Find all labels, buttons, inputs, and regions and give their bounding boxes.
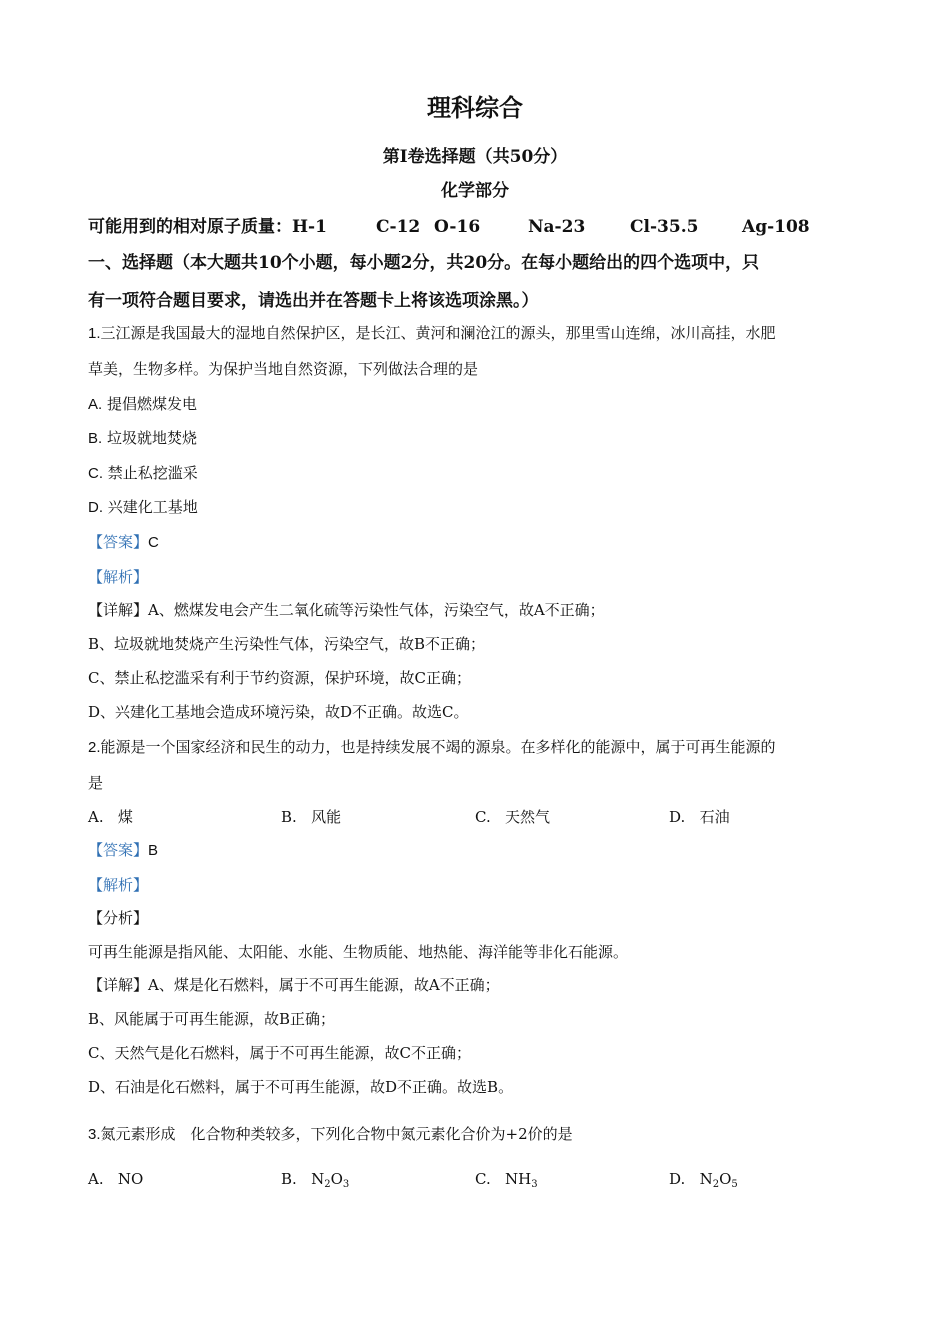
q1-number: 1. [88,325,101,342]
atomic-mass-label: 可能用到的相对原子质量： [88,217,292,237]
q2-detail-4: D、石油是化石燃料，属于不可再生能源，故D不正确。故选B。 [88,1078,514,1096]
q3-stem [88,1123,573,1144]
q1-detail-4: D、兴建化工基地会造成环境污染，故D不正确。故选C。 [88,703,469,721]
q1-stem-line-1 [88,322,776,343]
q2-detail-2: B、风能属于可再生能源，故B正确； [88,1010,336,1028]
q1-option-b: B. 垃圾就地焚烧 [88,429,197,447]
q1-option-d: D. 兴建化工基地 [88,498,198,516]
q2-number: 2. [88,739,101,756]
answer-tag: 【答案】 [88,533,149,551]
q1-detail-2: B、垃圾就地焚烧产生污染性气体，污染空气，故B不正确； [88,635,486,653]
answer-tag: 【答案】 [88,841,149,859]
atomic-mass-item: Ag-108 [742,217,810,237]
instructions-line-2: 有一项符合题目要求，请选出并在答题卡上将该选项涂黑。） [88,291,539,311]
q2-option-a: A. 煤 [88,808,133,826]
atomic-mass-item: O-16 [434,217,481,237]
atomic-mass-item: H-1 [292,217,327,237]
q3-stem-text: 氮元素形成 化合物种类较多，下列化合物中氮元素化合价为+2价的是 [100,1125,573,1143]
q1-detail-1: 【详解】A、燃煤发电会产生二氧化硫等污染性气体，污染空气，故A不正确； [88,601,605,619]
q3-option-a: A. NO [88,1170,144,1188]
q3-number: 3. [88,1126,101,1143]
q1-answer [88,531,159,552]
q2-analysis-tag: 【解析】 [88,876,149,894]
q2-answer [88,839,158,860]
q2-option-c: C. 天然气 [475,808,551,826]
page-title: 理科综合 [427,93,523,122]
atomic-mass-line [88,212,810,237]
section-heading: 化学部分 [441,181,509,201]
q2-detail-1: 【详解】A、煤是化石燃料，属于不可再生能源，故A不正确； [88,976,500,994]
atomic-mass-item: C-12 [376,217,421,237]
q1-option-a: A. 提倡燃煤发电 [88,395,197,413]
q1-stem-line-2: 草美，生物多样。为保护当地自然资源，下列做法合理的是 [88,360,479,378]
q1-stem-text: 三江源是我国最大的湿地自然保护区，是长江、黄河和澜沧江的源头，那里雪山连绵，冰川高挂，水肥 [100,324,776,342]
q1-detail-3: C、禁止私挖滥采有利于节约资源，保护环境，故C正确； [88,669,471,687]
q2-stem-line-1 [88,736,776,757]
q2-answer-value: B [148,842,159,859]
atomic-mass-item: Cl-35.5 [630,217,699,237]
q3-option-c: C. $NH_3$ [475,1170,538,1190]
q1-option-c: C. 禁止私挖滥采 [88,464,198,482]
q2-option-d: D. 石油 [669,808,730,826]
q2-detail-3: C、天然气是化石燃料，属于不可再生能源，故C不正确； [88,1044,471,1062]
q2-stem-text: 能源是一个国家经济和民生的动力，也是持续发展不竭的源泉。在多样化的能源中，属于可再生能源的 [100,738,776,756]
volume-subtitle: 第Ⅰ卷选择题（共50分） [382,147,568,167]
q2-option-b: B. 风能 [281,808,342,826]
q1-analysis-tag: 【解析】 [88,568,149,586]
q2-fenxi-tag: 【分析】 [88,909,149,927]
q3-option-d: D. $N_2O_5$ [669,1170,738,1190]
q1-answer-value: C [148,534,159,551]
q2-analysis-text: 可再生能源是指风能、太阳能、水能、生物质能、地热能、海洋能等非化石能源。 [88,943,629,961]
instructions-line-1: 一、选择题（本大题共10个小题，每小题2分，共20分。在每小题给出的四个选项中，只 [88,253,760,273]
atomic-mass-item: Na-23 [528,217,586,237]
q3-option-b: B. $N_2O_3$ [281,1170,350,1190]
q2-stem-line-2: 是 [88,774,104,792]
